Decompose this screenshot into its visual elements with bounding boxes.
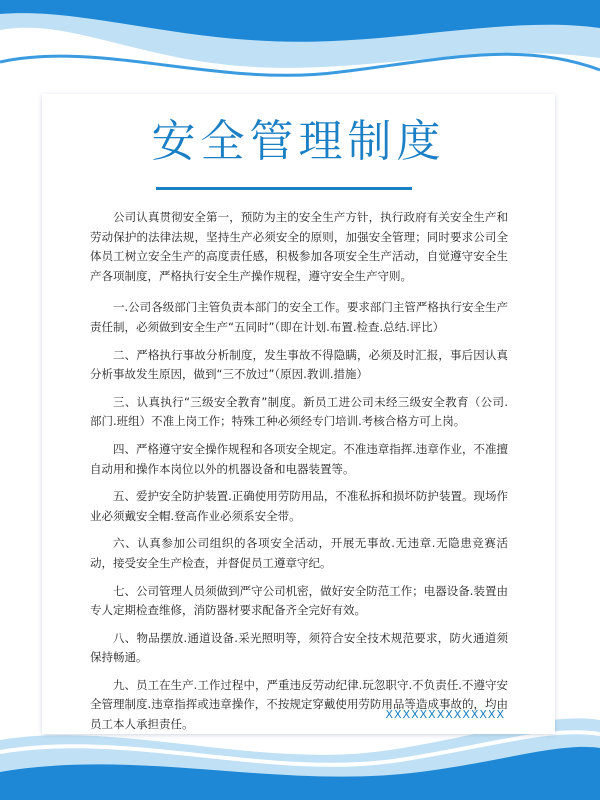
footer-placeholder: XXXXXXXXXXXXXX: [385, 708, 505, 721]
document-body: [90, 208, 508, 743]
rule-item: 五、爱护安全防护装置.正确使用劳防用品，不准私拆和损坏防护装置。现场作业必须戴安全帽.登高作业必须系安全带。: [90, 489, 508, 523]
rule-item: 一.公司各级部门主管负责本部门的安全工作。要求部门主管严格执行安全生产责任制，必须做到安全生产“五同时”（即在计划.布置.检查.总结.评比）: [90, 300, 508, 334]
title-underline: [156, 187, 412, 190]
rule-item: 二、严格执行事故分析制度，发生事故不得隐瞒，必须及时汇报，事后因认真分析事故发生原因，做到“三不放过”（原因.教训.措施）: [90, 347, 508, 382]
rule-item: 四、严格遵守安全操作规程和各项安全规定。不准违章指挥.违章作业，不准擅自动用和操作本岗位以外的机器设备和电器装置等。: [90, 441, 508, 476]
rule-item: 六、认真参加公司组织的各项安全活动，开展无事故.无违章.无隐患竞赛活动，接受安全生产检查，并督促员工遵章守纪。: [90, 536, 508, 570]
rule-item: 三、认真执行“三级安全教育”制度。新员工进公司未经三级安全教育（公司.部门.班组）不准上岗工作；特殊工种必须经专门培训.考核合格方可上岗。: [90, 394, 508, 429]
page-title: 安全管理制度: [151, 116, 446, 167]
rule-item: 九、员工在生产.工作过程中，严重违反劳动纪律.玩忽职守.不负责任.不遵守安全管理制度.违章指挥或违章操作，不按规定穿戴使用劳防用品等造成事故的，均由员工本人承担责任。: [90, 677, 508, 732]
content-panel: [42, 94, 555, 734]
rule-item: 八、物品摆放.通道设备.采光照明等，须符合安全技术规范要求，防火通道须保持畅通。: [90, 630, 508, 665]
intro-paragraph: 公司认真贯彻安全第一，预防为主的安全生产方针，执行政府有关安全生产和劳动保护的法律法规，坚持生产必须安全的原则，加强安全管理；同时要求公司全体员工树立安全生产的高度责任感，积极参加各项安全生产活动，自觉遵守安全生产各项制度，严格执行安全生产操作规程，遵守安全生产守则。: [90, 210, 508, 283]
rule-item: 七、公司管理人员须做到严守公司机密，做好安全防范工作；电器设备.装置由专人定期检查维修，消防器材要求配备齐全完好有效。: [90, 583, 508, 618]
